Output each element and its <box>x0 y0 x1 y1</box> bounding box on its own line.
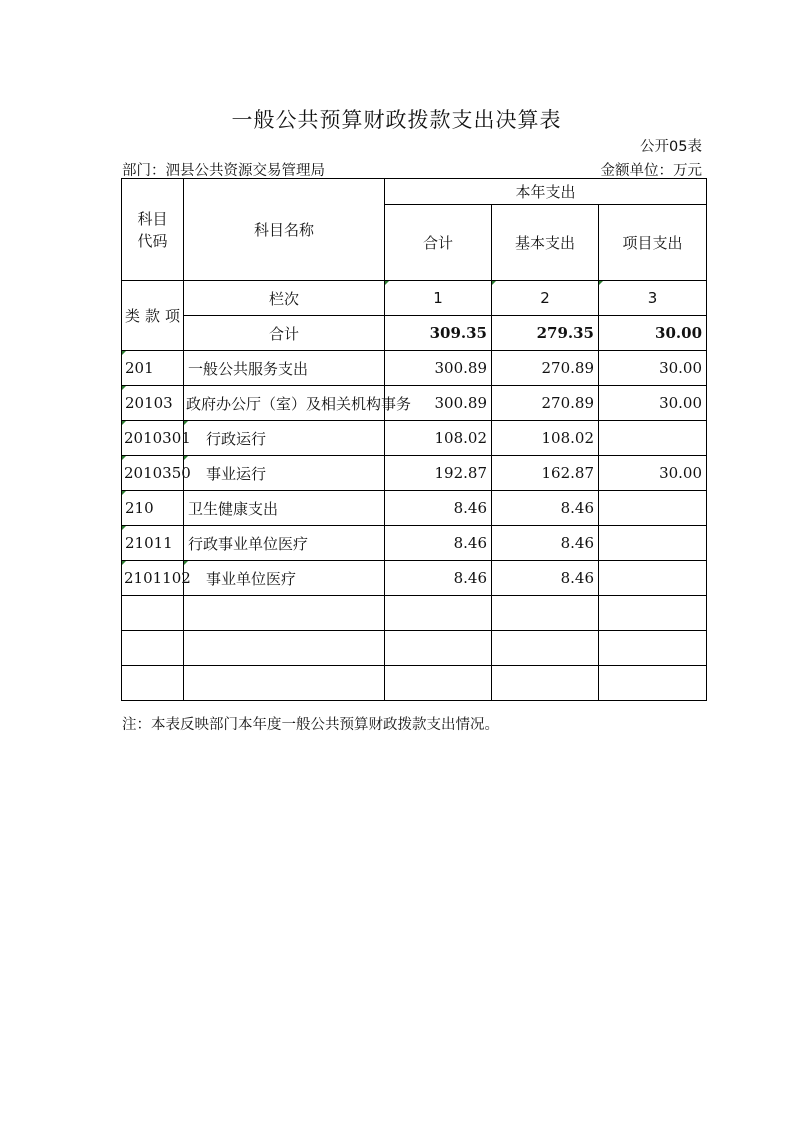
amount-unit-label: 金额单位：万元 <box>600 163 702 179</box>
row-total: 192.87 <box>385 456 492 491</box>
subject-name-header: 科目名称 <box>184 179 385 281</box>
row-project: 30.00 <box>599 456 707 491</box>
total-row-label: 合计 <box>184 316 385 351</box>
table-row <box>122 491 707 526</box>
row-total: 8.46 <box>385 526 492 561</box>
row-project <box>599 491 707 526</box>
total-row-total: 309.35 <box>385 316 492 351</box>
total-row-project: 30.00 <box>599 316 707 351</box>
table-row <box>122 561 707 596</box>
row-code: 2010301 <box>122 421 184 456</box>
expenditure-table <box>121 178 707 701</box>
empty-cell <box>122 666 184 701</box>
row-code: 21011 <box>122 526 184 561</box>
column-number-row <box>122 281 707 316</box>
row-basic: 108.02 <box>492 421 599 456</box>
row-total: 108.02 <box>385 421 492 456</box>
row-total: 300.89 <box>385 351 492 386</box>
row-name: 一般公共服务支出 <box>184 351 385 386</box>
table-row <box>122 526 707 561</box>
row-project: 30.00 <box>599 351 707 386</box>
row-basic: 8.46 <box>492 561 599 596</box>
column-number-3: 3 <box>599 281 707 316</box>
row-name: 政府办公厅（室）及相关机构事务 <box>184 386 385 421</box>
row-total: 8.46 <box>385 491 492 526</box>
row-name: 事业单位医疗 <box>184 561 385 596</box>
row-project <box>599 421 707 456</box>
table-note: 注：本表反映部门本年度一般公共预算财政拨款支出情况。 <box>122 717 499 733</box>
empty-cell <box>492 631 599 666</box>
empty-cell <box>599 596 707 631</box>
empty-cell <box>184 631 385 666</box>
header-row-1 <box>122 179 707 205</box>
empty-row <box>122 666 707 701</box>
empty-cell <box>122 596 184 631</box>
item-header: 项 <box>164 307 180 325</box>
row-total: 300.89 <box>385 386 492 421</box>
row-name: 行政事业单位医疗 <box>184 526 385 561</box>
total-header: 合计 <box>385 205 492 281</box>
row-code: 20103 <box>122 386 184 421</box>
section-header: 款 <box>144 307 160 325</box>
table-row <box>122 421 707 456</box>
row-code: 201 <box>122 351 184 386</box>
report-title: 一般公共预算财政拨款支出决算表 <box>231 108 562 132</box>
table-row <box>122 456 707 491</box>
row-name: 事业运行 <box>184 456 385 491</box>
row-code: 2010350 <box>122 456 184 491</box>
column-number-2: 2 <box>492 281 599 316</box>
empty-cell <box>492 666 599 701</box>
total-row <box>122 316 707 351</box>
column-number-1: 1 <box>385 281 492 316</box>
row-project <box>599 561 707 596</box>
empty-cell <box>184 666 385 701</box>
empty-cell <box>385 631 492 666</box>
row-total: 8.46 <box>385 561 492 596</box>
row-basic: 8.46 <box>492 526 599 561</box>
subject-code-header-line1: 科目 <box>137 209 168 228</box>
empty-cell <box>385 596 492 631</box>
empty-cell <box>599 666 707 701</box>
empty-row <box>122 596 707 631</box>
subject-code-header-line2: 代码 <box>137 231 168 250</box>
department-label: 部门：泗县公共资源交易管理局 <box>122 163 325 179</box>
class-section-item-header <box>122 281 184 351</box>
empty-cell <box>184 596 385 631</box>
empty-cell <box>385 666 492 701</box>
basic-header: 基本支出 <box>492 205 599 281</box>
project-header: 项目支出 <box>599 205 707 281</box>
empty-cell <box>599 631 707 666</box>
table-row <box>122 351 707 386</box>
row-code: 210 <box>122 491 184 526</box>
row-project <box>599 526 707 561</box>
empty-row <box>122 631 707 666</box>
row-basic: 162.87 <box>492 456 599 491</box>
row-basic: 270.89 <box>492 351 599 386</box>
row-basic: 8.46 <box>492 491 599 526</box>
total-row-basic: 279.35 <box>492 316 599 351</box>
column-number-label: 栏次 <box>184 281 385 316</box>
subject-code-header <box>122 179 184 281</box>
row-project: 30.00 <box>599 386 707 421</box>
class-header: 类 <box>124 307 140 325</box>
row-code: 2101102 <box>122 561 184 596</box>
empty-cell <box>492 596 599 631</box>
row-basic: 270.89 <box>492 386 599 421</box>
row-name: 卫生健康支出 <box>184 491 385 526</box>
row-name: 行政运行 <box>184 421 385 456</box>
empty-cell <box>122 631 184 666</box>
this-year-header: 本年支出 <box>385 179 707 205</box>
form-number: 公开05表 <box>640 139 702 155</box>
table-row <box>122 386 707 421</box>
